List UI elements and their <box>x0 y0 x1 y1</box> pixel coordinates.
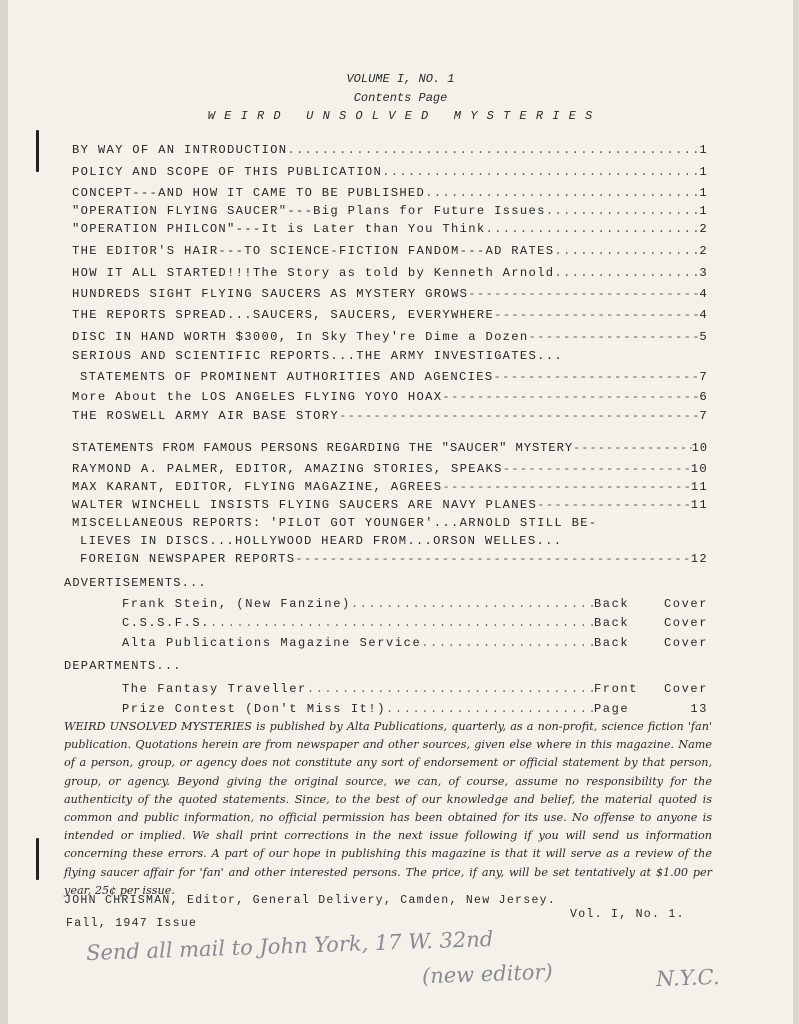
toc-entry: "OPERATION PHILCON"---It is Later than You Think ..... 2 <box>72 222 708 236</box>
departments-heading: DEPARTMENTS... <box>64 659 182 673</box>
toc-entry: LIEVES IN DISCS...HOLLYWOOD HEARD FROM...ORSON WELLES... <box>80 534 563 548</box>
issue-date: Fall, 1947 Issue <box>66 917 198 930</box>
toc-entry: DISC IN HAND WORTH $3000, In Sky They're Dime a Dozen ----- 5 <box>72 330 708 344</box>
binding-mark <box>36 130 39 172</box>
contents-heading: Contents Page <box>353 91 448 105</box>
toc-entry: RAYMOND A. PALMER, EDITOR, AMAZING STORIES, SPEAKS ----- 10 <box>72 462 708 476</box>
advertisements-heading: ADVERTISEMENTS... <box>64 576 207 590</box>
department-entry: Prize Contest (Don't Miss It!) ..... Page 13 <box>122 702 708 716</box>
toc-entry: SERIOUS AND SCIENTIFIC REPORTS...THE ARMY INVESTIGATES... <box>72 349 563 363</box>
toc-entry: STATEMENTS OF PROMINENT AUTHORITIES AND AGENCIES ----- 7 <box>80 370 708 384</box>
toc-entry: THE ROSWELL ARMY AIR BASE STORY ----- 7 <box>72 409 708 423</box>
toc-entry: MISCELLANEOUS REPORTS: 'PILOT GOT YOUNGER'...ARNOLD STILL BE- <box>72 516 598 530</box>
toc-entry: STATEMENTS FROM FAMOUS PERSONS REGARDING THE "SAUCER" MYSTERY ----- 10 <box>72 441 708 455</box>
document-page <box>8 0 793 1024</box>
handwritten-note: N.Y.C. <box>655 964 720 992</box>
toc-entry: BY WAY OF AN INTRODUCTION ..... 1 <box>72 143 708 157</box>
toc-entry: THE EDITOR'S HAIR---TO SCIENCE-FICTION FANDOM---AD RATES ..... 2 <box>72 244 708 258</box>
handwritten-note: Send all mail to John York, 17 W. 32nd <box>85 926 494 966</box>
toc-entry: THE REPORTS SPREAD...SAUCERS, SAUCERS, EVERYWHERE ----- 4 <box>72 308 708 322</box>
toc-entry: HOW IT ALL STARTED!!!The Story as told by Kenneth Arnold ..... 3 <box>72 266 708 280</box>
editor-address: JOHN CHRISMAN, Editor, General Delivery, Camden, New Jersey. <box>64 894 557 907</box>
ad-entry: C.S.S.F.S. ..... Back Cover <box>122 616 708 630</box>
toc-entry: POLICY AND SCOPE OF THIS PUBLICATION ..... 1 <box>72 165 708 179</box>
publication-notice: WEIRD UNSOLVED MYSTERIES is published by Alta Publications, quarterly, as a non-profit, science fiction 'fan' publication. Quotations herein are from newspaper and other sources, given else where in this magazine. Name of a person, group, or agency does not constitute any sort of endorsement or official statement by that person, group, or agency. Beyond giving the original source, we can, of course, assume no responsibility for the authenticity of the quoted statements. Since, to the best of our knowledge and belief, the material quoted is common and public information, no official permission has been obtained for its use. No offense to anyone is intended or implied. We shall print corrections in the next issue following if you will send us information concerning these errors. A part of our hope in publishing this magazine is that it will serve as a review of the flying saucer affair for 'fan' and other interested persons. The price, if any, will be set tentatively at $1.00 per year, 25¢ per issue. <box>64 720 712 897</box>
ad-entry: Frank Stein, (New Fanzine) ..... Back Cover <box>122 597 708 611</box>
toc-entry: HUNDREDS SIGHT FLYING SAUCERS AS MYSTERY GROWS ----- 4 <box>72 287 708 301</box>
toc-entry: WALTER WINCHELL INSISTS FLYING SAUCERS ARE NAVY PLANES ----- 11 <box>72 498 708 512</box>
toc-entry: More About the LOS ANGELES FLYING YOYO HOAX ----- 6 <box>72 390 708 404</box>
toc-entry: "OPERATION FLYING SAUCER"---Big Plans for Future Issues ..... 1 <box>72 204 708 218</box>
toc-entry: MAX KARANT, EDITOR, FLYING MAGAZINE, AGREES ----- 11 <box>72 480 708 494</box>
toc-entry: CONCEPT---AND HOW IT CAME TO BE PUBLISHED ..... 1 <box>72 186 708 200</box>
binding-mark <box>36 838 39 880</box>
department-entry: The Fantasy Traveller ..... Front Cover <box>122 682 708 696</box>
volume-number: Vol. I, No. 1. <box>570 908 685 921</box>
ad-entry: Alta Publications Magazine Service ..... Back Cover <box>122 636 708 650</box>
magazine-title: W E I R D U N S O L V E D M Y S T E R I E S <box>207 109 594 123</box>
toc-entry: FOREIGN NEWSPAPER REPORTS ----- 12 <box>80 552 708 566</box>
handwritten-note: (new editor) <box>421 959 554 989</box>
volume-heading: VOLUME I, NO. 1 <box>346 72 455 86</box>
